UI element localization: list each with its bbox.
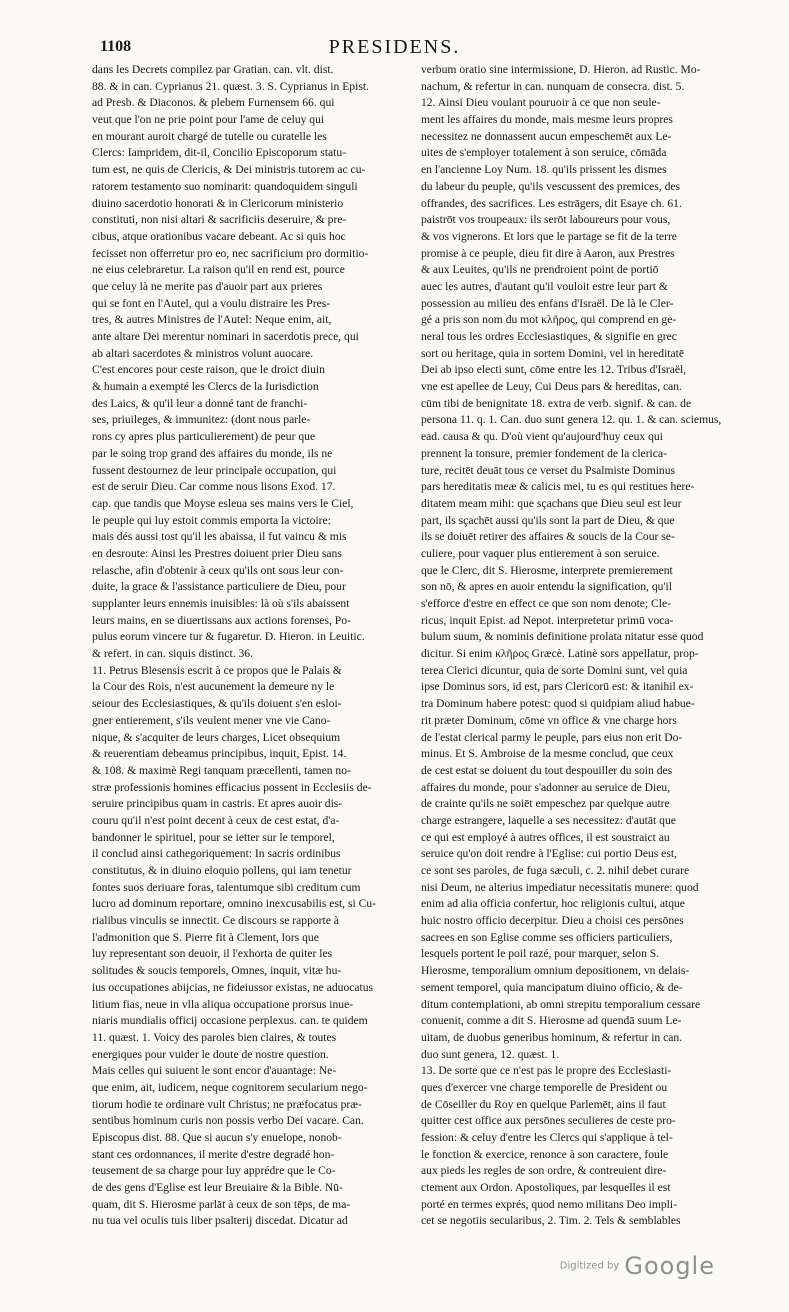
text-line: veut que l'on ne prie point pour l'ame de celuy qui bbox=[92, 113, 325, 127]
text-line: ctement aux Ordon. Apostoliques, par lesquelles il est bbox=[421, 1181, 671, 1195]
text-line: ead. causa & qu. D'où vient qu'aujourd'huy ceux qui bbox=[421, 430, 663, 444]
text-line: tra Dominum habere potest: quod si quidpiam aliud habue- bbox=[421, 697, 695, 711]
text-line: promise à ce peuple, dieu fit dire à Aaron, aux Prestres bbox=[421, 246, 675, 260]
digitized-by-google-watermark bbox=[560, 1252, 715, 1280]
text-line: rons cy apres plus particulierement) de peur que bbox=[92, 430, 316, 444]
text-line: qui se font en l'Autel, qui a voulu distraire les Pres- bbox=[92, 296, 331, 310]
text-line: vne est apellee de Leuy, Cui Deus pars & hereditas, can. bbox=[421, 380, 682, 394]
text-line: nique, & s'acquiter de leurs charges, Licet obsequium bbox=[92, 730, 341, 744]
text-line: neral tous les ordres Ecclesiastiques, & signifie en grec bbox=[421, 330, 677, 343]
text-line: de l'estat clerical parmy le peuple, pars eius non erit Do- bbox=[421, 730, 683, 744]
text-line: du labeur du peuple, qu'ils vescussent des premices, des bbox=[421, 179, 681, 193]
text-line: ditatem meam mihi: que sçachans que Dieu seul est leur bbox=[421, 496, 682, 510]
text-line: minus. Et S. Ambroise de la mesme conclud, que ceux bbox=[421, 747, 674, 761]
text-line: seiour des Ecclesiastiques, & qu'ils doiuent s'en esloi- bbox=[92, 697, 342, 711]
text-line: dicitur. Si enim κλῆρος Græcè. Latinè sors appellatur, prop- bbox=[421, 647, 699, 661]
text-line: seruice qu'on doit rendre à l'Eglise: cui portio Deus est, bbox=[421, 847, 677, 861]
text-line: conuenit, comme a dit S. Hierosme ad quendā suum Le- bbox=[421, 1014, 682, 1028]
text-line: stant ces ordonnances, il merite d'estre degradé hon- bbox=[92, 1147, 335, 1161]
text-line: affaires du monde, pour s'adonner au seruice de Dieu, bbox=[421, 780, 671, 794]
text-line: sentibus hominum curis non possis verbo Dei vacare. Can. bbox=[92, 1114, 364, 1128]
text-line: de cest estat se doiuent du tout despouiller du soin des bbox=[421, 763, 673, 777]
text-line: & humain a exempté les Clercs de la Iurisdiction bbox=[92, 380, 319, 394]
text-line: uites de s'employer totalement à son seruice, cōmāda bbox=[421, 146, 667, 160]
text-line: rit præter Dominum, cōme vn office & vne charge hors bbox=[421, 713, 677, 727]
text-line: par le soing trop grand des affaires du monde, ils ne bbox=[92, 446, 333, 460]
text-line: ricus, inquit Epist. ad Nepot. interpretetur primū voca- bbox=[421, 613, 674, 627]
text-line: bulum suum, & nominis definitione prolata nitatur esse quod bbox=[421, 630, 704, 644]
text-line: l'admonition que S. Pierre fit à Clement, lors que bbox=[92, 930, 319, 944]
text-line: enim ad alia officia confertur, hoc religionis cultui, atque bbox=[421, 897, 685, 911]
text-line: pulus eorum vincere tur & fugaretur. D. Hieron. in Leuitic. bbox=[92, 630, 365, 644]
text-line: ses, priuileges, & immunitez: (dont nous parle- bbox=[92, 413, 311, 427]
text-line: teusement de sa charge pour luy apprédre que le Co- bbox=[92, 1164, 336, 1178]
text-line: cap. que tandis que Moyse esleua ses mains vers le Ciel, bbox=[92, 496, 354, 510]
text-line: duite, la grace & l'assistance particuliere de Dieu, pour bbox=[92, 580, 346, 594]
text-line: lucro ad dominum reportare, omnino inexcusabilis est, si Cu- bbox=[92, 897, 376, 911]
text-line: nisi Deum, ne alterius impediatur necessitatis munere: quod bbox=[421, 880, 699, 894]
text-line: ad Presb. & Diaconos. & plebem Furnensem 66. qui bbox=[92, 96, 335, 110]
text-line: constituti, non nisi altari & sacrificiis deseruire, & pre- bbox=[92, 213, 347, 227]
text-line: leurs mains, en se diuertissans aux actions forenses, Po- bbox=[92, 613, 351, 627]
text-line: en l'ancienne Loy Num. 18. qu'ils prissent les dismes bbox=[421, 163, 667, 177]
text-line: ab altari sacerdotes & ministros volunt auocare. bbox=[92, 346, 314, 360]
text-line: cūm tibi de benignitate 18. extra de verb. signif. & can. de bbox=[421, 396, 692, 410]
text-line: que celuy là ne merite pas d'auoir part aux prieres bbox=[92, 279, 323, 293]
text-line: gé a pris son nom du mot κλῆρος, qui comprend en ge- bbox=[421, 313, 677, 327]
text-line: quam, dit S. Hierosme parlāt à ceux de son tēps, de ma- bbox=[92, 1197, 351, 1211]
text-line: Dei ab ipso electi sunt, cōme entre les 12. Tribus d'Israël, bbox=[421, 363, 687, 377]
text-line: huic nostro officio decerpitur. Dieu a choisi ces persōnes bbox=[421, 914, 684, 928]
text-line: ditum contemplationi, ab omni strepitu temporalium cessare bbox=[421, 997, 701, 1011]
text-line: en desroute: Ainsi les Prestres doiuent prier Dieu sans bbox=[92, 546, 342, 560]
text-line: solitudes & soucis temporels, Omnes, inquit, vitæ hu- bbox=[92, 964, 342, 978]
text-line: ante altare Dei merentur nominari in sacerdotis prece, qui bbox=[92, 330, 359, 343]
text-line: ne eius celebraretur. La raison qu'il en rend est, pource bbox=[92, 263, 345, 277]
text-line: seruire principibus quam in castris. Et apres auoir dis- bbox=[92, 797, 343, 811]
text-line: ques d'exercer vne charge temporelle de President ou bbox=[421, 1080, 668, 1094]
text-line: ment les affaires du monde, mais mesme leurs propres bbox=[421, 113, 673, 127]
text-line: s'efforce d'estre en effect ce que son nom denote; Cle- bbox=[421, 597, 672, 610]
text-line: charge estrangere, laquelle a ses necessitez: d'autāt que bbox=[421, 813, 676, 827]
text-line: niaris mundialis officij occasione perplexus. can. te quidem bbox=[92, 1014, 368, 1028]
text-line: litium fias, neue in vlla aliqua occupatione prorsus inue- bbox=[92, 997, 354, 1011]
page-number: 1108 bbox=[100, 38, 132, 55]
text-line: que le Clerc, dit S. Hierosme, interprete premierement bbox=[421, 563, 673, 577]
text-line: 11. Petrus Blesensis escrit à ce propos que le Palais & bbox=[92, 663, 342, 677]
google-logo: Google bbox=[624, 1252, 715, 1280]
text-line: lesquels portent le poil razé, pour marquer, selon S. bbox=[421, 947, 660, 961]
text-line: en mourant auroit chargé de tutelle ou curatelle les bbox=[92, 129, 327, 143]
text-line: tres, & autres Ministres de l'Autel: Neque enim, ait, bbox=[92, 313, 332, 327]
text-line: ce sont ses paroles, de fuga sæculi, c. 2. nihil debet curare bbox=[421, 864, 690, 877]
text-line: cibus, atque orationibus vacare debeant. Ac si quis hoc bbox=[92, 229, 346, 243]
text-line: rialibus vinculis se innectit. Ce discours se rapporte à bbox=[92, 914, 339, 928]
text-line: ce qui est employé à autres offices, il est soustraict au bbox=[421, 830, 670, 844]
text-line: & aux Leuites, qu'ils ne prendroient point de portiō bbox=[421, 263, 659, 277]
running-title: PRESIDENS. bbox=[328, 36, 461, 58]
text-line: quitter cest office aux persōnes seculieres de ceste pro- bbox=[421, 1114, 676, 1128]
text-line: ture, recitēt deuāt tous ce verset du Psalmiste Dominus bbox=[421, 463, 676, 477]
text-line: diuino sacerdotio honorati & in Clericorum ministerio bbox=[92, 196, 344, 210]
text-line: la Cour des Rois, n'est aucunement la demeure ny le bbox=[92, 680, 335, 694]
text-line: offrandes, des sacrifices. Les estrāgers, dit Esaye ch. 61. bbox=[421, 196, 682, 210]
text-line: il conclud ainsi cathegoriquement: In sacris ordinibus bbox=[92, 847, 341, 861]
text-line: cet se negotiis secularibus, 2. Tim. 2. Tels & semblables bbox=[421, 1214, 681, 1228]
text-line: 12. Ainsi Dieu voulant pouruoir à ce que non seule- bbox=[421, 96, 661, 110]
text-line: nu tua vel oculis tuis liber psalterij discedat. Dicatur ad bbox=[92, 1214, 348, 1228]
text-line: verbum oratio sine intermissione, D. Hieron. ad Rustic. Mo- bbox=[421, 63, 701, 76]
text-line: luy representant son deuoir, il l'exhorta de quiter les bbox=[92, 947, 333, 961]
text-line: & reuerentiam debeamus principibus, inquit, Epist. 14. bbox=[92, 747, 347, 761]
text-line: necessitez ne donnassent aucun empeschemēt aux Le- bbox=[421, 129, 672, 143]
text-line: de crainte qu'ils ne soiēt empeschez par quelque autre bbox=[421, 797, 670, 811]
text-line: supplanter leurs ennemis inuisibles: là où s'ils abaissent bbox=[92, 597, 350, 610]
left-text-column bbox=[92, 62, 410, 1230]
text-line: persona 11. q. 1. Can. duo sunt genera 12. qu. 1. & can. sciemus, bbox=[421, 413, 722, 427]
text-line: prennent la tonsure, premier fondement de la clerica- bbox=[421, 446, 667, 460]
text-line: energiques pour vuider le doute de nostre question. bbox=[92, 1047, 329, 1061]
text-line: sement temporel, quia mancipatum diuino officio, & de- bbox=[421, 980, 683, 994]
text-line: mais dés aussi tost qu'il les abaissa, il fut vaincu & mis bbox=[92, 530, 347, 544]
text-line: stræ professionis homines efficacius possent in Ecclesiis de- bbox=[92, 780, 372, 794]
text-line: paistrōt vos troupeaux: ils serōt laboureurs pour vous, bbox=[421, 213, 671, 227]
text-line: le fonction & exercice, renonce à son caractere, foule bbox=[421, 1147, 669, 1161]
text-line: fontes suos deriuare foras, talentumque sibi creditum cum bbox=[92, 880, 361, 894]
text-line: Episcopus dist. 88. Que si aucun s'y enuelope, nonob- bbox=[92, 1131, 342, 1144]
text-line: couru qu'il n'est point decent à ceux de cest estat, d'a- bbox=[92, 813, 340, 827]
text-line: uitam, de duobus generibus hominum, & refertur in can. bbox=[421, 1030, 683, 1044]
text-line: relasche, afin d'obtenir à ceux qu'ils ont sous leur con- bbox=[92, 563, 344, 577]
text-line: Mais celles qui suiuent le sont encor d'auantage: Ne- bbox=[92, 1064, 337, 1078]
text-line: sacrees en son Eglise comme ses officiers particuliers, bbox=[421, 930, 673, 944]
text-line: tiorum hodie te ordinare vult Christus; ne præfocatus præ- bbox=[92, 1097, 362, 1111]
text-line: dans les Decrets compilez par Gratian. can. vlt. dist. bbox=[92, 63, 334, 76]
text-line: fecisset non offerretur pro eo, nec sacrificium pro dormitio- bbox=[92, 246, 369, 260]
text-line: ius occupationes abijcias, ne fideiussor existas, ne aduocatus bbox=[92, 980, 374, 994]
text-line: ratorem testamento suo nominarit: quandoquidem singuli bbox=[92, 179, 358, 193]
text-line: possession au milieu des enfans d'Israël. De là le Cler- bbox=[421, 296, 674, 310]
text-line: tum est, ne quis de Clericis, & Dei ministris tutorem ac cu- bbox=[92, 163, 366, 177]
text-line: ipse Dominus sors, id est, pars Clericorū est: & itanihil ex- bbox=[421, 680, 694, 694]
text-line: pars hereditatis meæ & calicis mei, tu es qui restitues here- bbox=[421, 480, 695, 494]
text-line: aux pieds les regles de son ordre, & contreuient dire- bbox=[421, 1164, 667, 1178]
text-line: & 108. & maximè Regi tanquam præcellenti, tamen no- bbox=[92, 763, 351, 777]
text-line: Clercs: Iampridem, dit-il, Concilio Episcoporum statu- bbox=[92, 146, 347, 160]
text-line: part, ils sçachēt aussi qu'ils sont la part de Dieu, & que bbox=[421, 513, 675, 527]
text-line: auec les autres, d'autant qu'il vouloit estre leur part & bbox=[421, 279, 668, 293]
text-line: 11. quæst. 1. Voicy des paroles bien claires, & toutes bbox=[92, 1030, 337, 1044]
text-line: 13. De sorte que ce n'est pas le propre des Ecclesiasti- bbox=[421, 1064, 672, 1078]
text-line: gner entierement, s'ils veulent mener vne vie Cano- bbox=[92, 713, 331, 727]
text-line: ils se doiuēt retirer des affaires & soucis de la Cour se- bbox=[421, 530, 675, 544]
text-line: des Laics, & qu'il leur a donné tant de franchi- bbox=[92, 396, 308, 410]
text-line: fession: & celuy d'entre les Clercs qui s'applique à tel- bbox=[421, 1131, 673, 1144]
text-line: constitutus, & in diuino eloquio pollens, qui iam tenetur bbox=[92, 864, 352, 877]
text-line: Hierosme, temporalium omnium depositionem, vn delais- bbox=[421, 964, 690, 978]
text-line: que enim, ait, iudicem, neque cognitorem secularium nego- bbox=[92, 1080, 368, 1094]
text-line: & vos vignerons. Et lors que le partage se fit de la terre bbox=[421, 229, 677, 243]
text-line: 88. & in can. Cyprianus 21. quæst. 3. S. Cyprianus in Epist. bbox=[92, 79, 369, 93]
text-line: terea Clerici dicuntur, quia de sorte Domini sunt, vel quia bbox=[421, 663, 688, 677]
right-text-column bbox=[421, 62, 739, 1230]
text-line: son nō, & apres en auoir entendu la signification, qu'il bbox=[421, 580, 672, 594]
text-line: fussent destournez de leur principale occupation, qui bbox=[92, 463, 337, 477]
text-line: bandonner le spirituel, pour se ietter sur le temporel, bbox=[92, 830, 335, 844]
text-line: C'est encores pour ceste raison, que le droict diuin bbox=[92, 363, 325, 377]
text-line: est de seruir Dieu. Car comme nous lisons Exod. 17. bbox=[92, 480, 336, 494]
text-line: sort ou heritage, quia in sortem Domini, vel in hereditatē bbox=[421, 346, 685, 360]
text-line: porté en termes exprés, quod nemo militans Deo impli- bbox=[421, 1197, 677, 1211]
text-line: le peuple qui luy estoit commis emporta la victoire: bbox=[92, 513, 331, 527]
text-line: de Cōseiller du Roy en quelque Parlemēt, ains il faut bbox=[421, 1097, 666, 1111]
text-line: nachum, & refertur in can. nunquam de consecra. dist. 5. bbox=[421, 79, 685, 93]
text-line: culiere, pour vaquer plus entierement à son seruice. bbox=[421, 546, 660, 560]
text-line: duo sunt genera, 12. quæst. 1. bbox=[421, 1047, 560, 1061]
watermark-prefix: Digitized by bbox=[559, 1260, 620, 1272]
text-line: de des gens d'Eglise est leur Breuiaire & la Bible. Nū- bbox=[92, 1181, 343, 1195]
text-line: & refert. in can. siquis distinct. 36. bbox=[92, 647, 253, 661]
